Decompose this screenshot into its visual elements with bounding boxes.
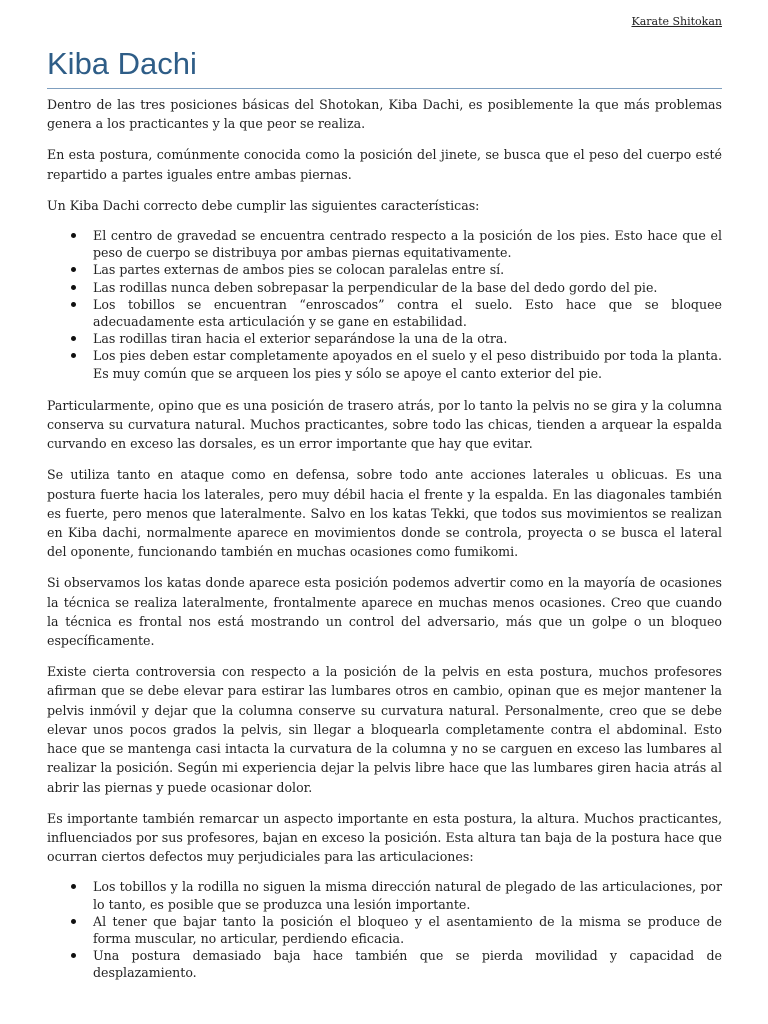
paragraph-intro: Dentro de las tres posiciones básicas del Shotokan, Kiba Dachi, es posiblemente la que más problemas genera a los practicantes y la que peor se realiza.: [47, 97, 722, 132]
list-item: Una postura demasiado baja hace también que se pierda movilidad y capacidad de desplazamiento.: [93, 948, 722, 981]
paragraph-characteristics-lead: Un Kiba Dachi correcto debe cumplir las siguientes características:: [47, 197, 480, 213]
list-item: Las partes externas de ambos pies se colocan paralelas entre sí.: [93, 261, 722, 278]
paragraph-pelvis: Existe cierta controversia con respecto a la posición de la pelvis en esta postura, muchos profesores afirman que se debe elevar para estirar las lumbares otros en cambio, opinan que es mejor mantener la pelvis inmóvil y dejar que la columna conserve su curvatura natural. Personalmente, creo que se debe elevar unos pocos grados la pelvis, sin llegar a bloquearla completamente contra el abdominal. Esto hace que se mantenga casi intacta la curvatura de la columna y no se carguen en exceso las lumbares al realizar la posición. Según mi experiencia dejar la pelvis libre hace que las lumbares giren hacia atrás al abrir las piernas y puede ocasionar dolor.: [47, 664, 722, 795]
paragraph-usage: Se utiliza tanto en ataque como en defensa, sobre todo ante acciones laterales u oblicuas. Es una postura fuerte hacia los laterales, pero muy débil hacia el frente y la espalda. En las diagonales también es fuerte, pero menos que lateralmente. Salvo en los katas Tekki, que todos sus movimientos se realizan en Kiba dachi, normalmente aparece en movimientos donde se controla, proyecta o se busca el lateral del oponente, funcionando también en muchas ocasiones como fumikomi.: [47, 467, 722, 560]
running-header: Karate Shitokan: [631, 15, 722, 28]
list-item: Los tobillos se encuentran “enroscados” contra el suelo. Esto hace que se bloquee adecuadamente esta articulación y se gane en estabilidad.: [93, 296, 722, 330]
list-item: Las rodillas nunca deben sobrepasar la perpendicular de la base del dedo gordo del pie.: [93, 279, 722, 296]
list-item: Los tobillos y la rodilla no siguen la misma dirección natural de plegado de las articulaciones, por lo tanto, es posible que se produzca una lesión importante.: [93, 879, 722, 912]
defects-list: [47, 878, 722, 981]
title-divider: [47, 88, 722, 89]
paragraph-katas: Si observamos los katas donde aparece esta posición podemos advertir como en la mayoría de ocasiones la técnica se realiza lateralmente, frontalmente aparece en muchas menos ocasiones. Creo que cuando la técnica es frontal nos está mostrando un control del adversario, más que un golpe o un bloqueo específicamente.: [47, 575, 722, 649]
paragraph-height: Es importante también remarcar un aspecto importante en esta postura, la altura. Muchos practicantes, influenciados por sus profesores, bajan en exceso la posición. Esta altura tan baja de la postura hace que ocurran ciertos defectos muy perjudiciales para las articulaciones:: [47, 810, 722, 865]
page-title: Kiba Dachi: [47, 46, 197, 81]
paragraph-definition: En esta postura, comúnmente conocida como la posición del jinete, se busca que el peso del cuerpo esté repartido a partes iguales entre ambas piernas.: [47, 147, 722, 182]
list-item: El centro de gravedad se encuentra centrado respecto a la posición de los pies. Esto hace que el peso de cuerpo se distribuya por ambas piernas equitativamente.: [93, 228, 722, 261]
list-item: Al tener que bajar tanto la posición el bloqueo y el asentamiento de la misma se produce de forma muscular, no articular, perdiendo eficacia.: [93, 913, 722, 946]
list-item: Las rodillas tiran hacia el exterior separándose la una de la otra.: [93, 330, 722, 347]
paragraph-opinion: Particularmente, opino que es una posición de trasero atrás, por lo tanto la pelvis no se gira y la columna conserva su curvatura natural. Muchos practicantes, sobre todo las chicas, tienden a arquear la espalda curvando en exceso las dorsales, es un error importante que hay que evitar.: [47, 397, 722, 452]
characteristics-list: [47, 227, 722, 382]
list-item: Los pies deben estar completamente apoyados en el suelo y el peso distribuido por toda la planta. Es muy común que se arqueen los pies y sólo se apoye el canto exterior del pie.: [93, 348, 722, 381]
